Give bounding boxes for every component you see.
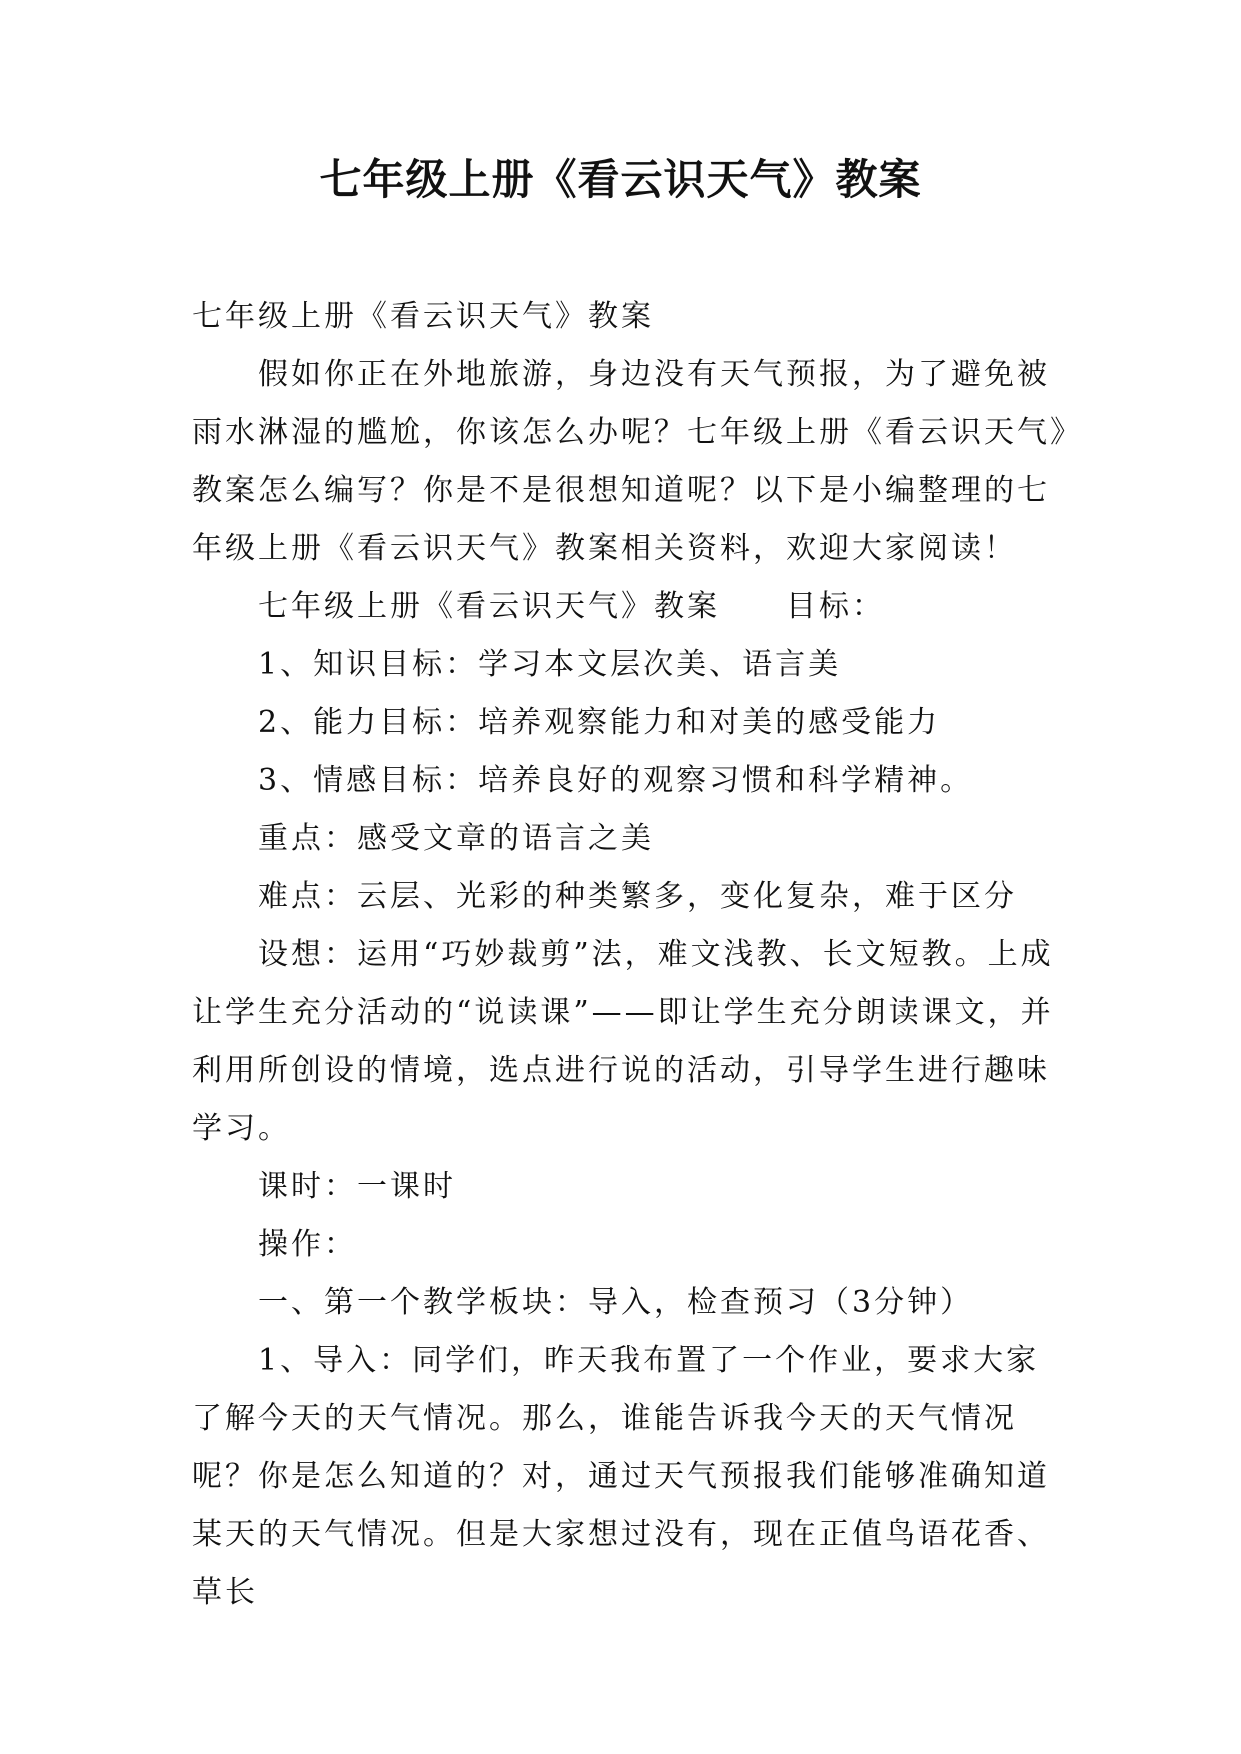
paragraph-introduction: 1、导入：同学们，昨天我布置了一个作业，要求大家了解今天的天气情况。那么，谁能告诉我今天的天气情况呢？你是怎么知道的？对，通过天气预报我们能够准确知道某天的天气情况。但是大家想过没有，现在正值鸟语花香、草长 <box>192 1343 1050 1610</box>
document-body <box>192 288 1072 1622</box>
paragraph-goal-knowledge: 1、知识目标：学习本文层次美、语言美 <box>258 647 842 682</box>
document-title: 七年级上册《看云识天气》教案 <box>319 155 922 204</box>
paragraph-goal-ability: 2、能力目标：培养观察能力和对美的感受能力 <box>258 705 941 740</box>
paragraph-section-one: 一、第一个教学板块：导入，检查预习（3分钟） <box>258 1285 974 1320</box>
paragraph-operation: 操作： <box>258 1227 357 1262</box>
paragraph-difficulty: 难点：云层、光彩的种类繁多，变化复杂，难于区分 <box>258 879 1017 914</box>
paragraph-heading: 七年级上册《看云识天气》教案 <box>192 299 654 334</box>
paragraph-intro: 假如你正在外地旅游，身边没有天气预报，为了避免被雨水淋湿的尴尬，你该怎么办呢？七年级上册《看云识天气》教案怎么编写？你是不是很想知道呢？以下是小编整理的七年级上册《看云识天气》教案相关资料，欢迎大家阅读！ <box>192 357 1068 566</box>
paragraph-period: 课时：一课时 <box>258 1169 456 1204</box>
paragraph-goal-emotion: 3、情感目标：培养良好的观察习惯和科学精神。 <box>258 763 974 798</box>
paragraph-design: 设想：运用“巧妙裁剪”法，难文浅教、长文短教。上成让学生充分活动的“说读课”——即让学生充分朗读课文，并利用所创设的情境，选点进行说的活动，引导学生进行趣味学习。 <box>192 937 1054 1146</box>
paragraph-key-point: 重点：感受文章的语言之美 <box>258 821 654 856</box>
paragraph-goals-heading: 七年级上册《看云识天气》教案 目标： <box>258 589 885 624</box>
